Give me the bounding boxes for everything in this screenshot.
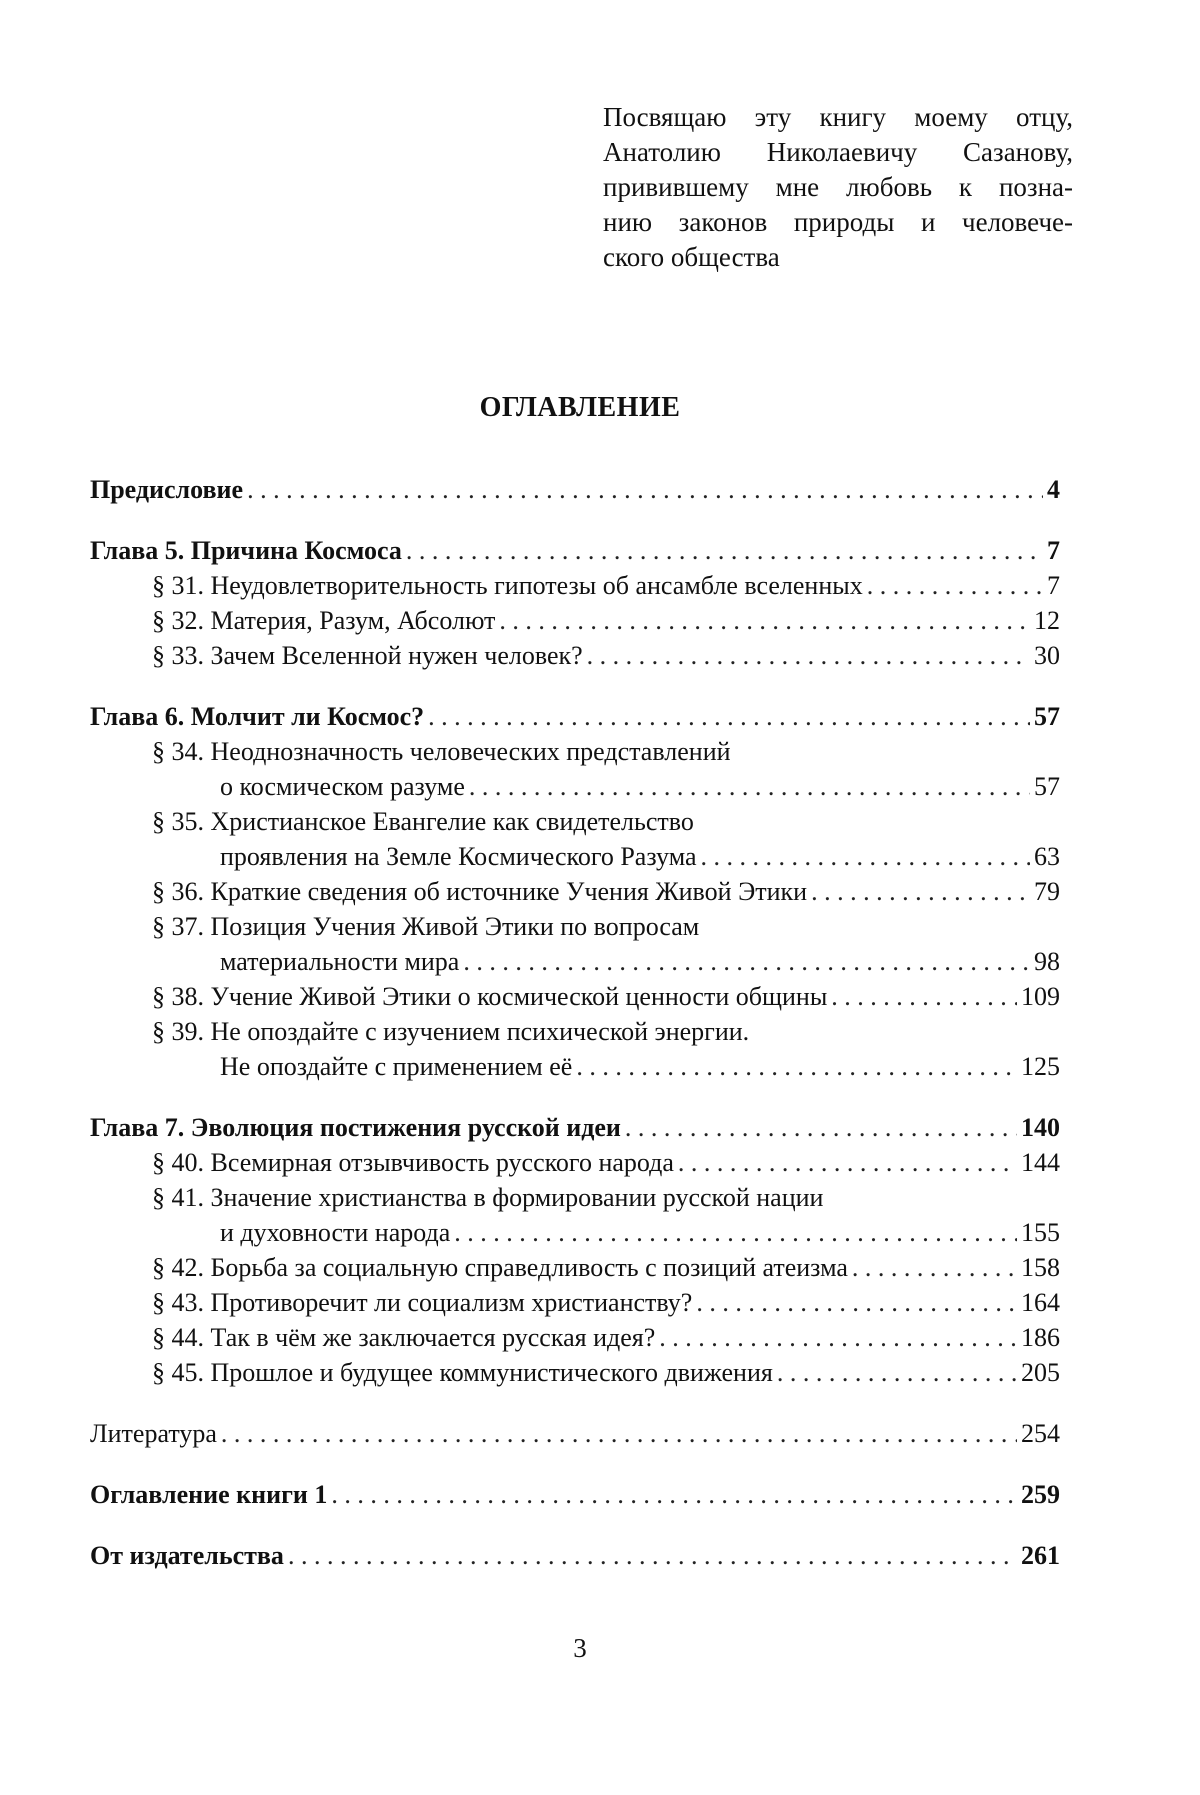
toc-leader-dots <box>499 603 1030 638</box>
toc-group-book1-contents <box>90 1477 1060 1512</box>
toc-entry-label: Глава 5. Причина Космоса <box>90 536 402 565</box>
toc-entry-page: 63 <box>1034 842 1060 871</box>
toc-entry-label: о космическом разуме <box>220 772 465 801</box>
toc-entry-page: 261 <box>1021 1541 1060 1570</box>
toc-entry-page: 186 <box>1021 1323 1060 1352</box>
dedication-line: Анатолию Николаевичу Сазанову, <box>603 137 1073 167</box>
toc-leader-dots <box>811 874 1030 909</box>
dedication-line: нию законов природы и человече- <box>603 207 1073 237</box>
toc-leader-dots <box>659 1320 1017 1355</box>
toc-leader-dots <box>587 638 1030 673</box>
toc-group-chapter-7 <box>90 1110 1060 1390</box>
toc-group-chapter-6 <box>90 699 1060 1084</box>
toc-entry-label: § 31. Неудовлетворительность гипотезы об ансамбле вселенных <box>152 571 863 600</box>
toc-entry-section-35-line1: § 35. Христианское Евангелие как свидетельство <box>152 807 694 836</box>
toc-entry-label: § 45. Прошлое и будущее коммунистического движения <box>152 1358 773 1387</box>
toc-title: ОГЛАВЛЕНИЕ <box>479 392 681 423</box>
toc-entry-section-42 <box>90 1250 1060 1285</box>
toc-entry-chapter-5 <box>90 533 1060 568</box>
toc-entry-label: Глава 7. Эволюция постижения русской идеи <box>90 1113 621 1142</box>
toc-entry-section-39-line1: § 39. Не опоздайте с изучением психической энергии. <box>152 1017 750 1046</box>
toc-entry-section-33 <box>90 638 1060 673</box>
toc-entry-label: Оглавление книги 1 <box>90 1480 328 1509</box>
toc-entry-label: От издательства <box>90 1541 284 1570</box>
toc-entry-label: § 43. Противоречит ли социализм христианству? <box>152 1288 693 1317</box>
toc-leader-dots <box>696 1285 1017 1320</box>
toc-entry-label: § 44. Так в чём же заключается русская идея? <box>152 1323 656 1352</box>
toc-leader-dots <box>867 568 1043 603</box>
toc-entry-label: § 33. Зачем Вселенной нужен человек? <box>152 641 583 670</box>
toc-entry-section-40 <box>90 1145 1060 1180</box>
toc-entry-page: 30 <box>1034 641 1060 670</box>
toc-entry-page: 158 <box>1021 1253 1060 1282</box>
toc-leader-dots <box>469 769 1030 804</box>
toc-entry-page: 109 <box>1021 982 1060 1011</box>
toc-leader-dots <box>406 533 1043 568</box>
toc-entry-label: Не опоздайте с применением её <box>220 1052 573 1081</box>
toc-entry-section-45 <box>90 1355 1060 1390</box>
toc-entry-chapter-6 <box>90 699 1060 734</box>
toc-entry-page: 144 <box>1021 1148 1060 1177</box>
toc-entry-section-44 <box>90 1320 1060 1355</box>
toc-entry-label: материальности мира <box>220 947 460 976</box>
toc-entry-section-31 <box>90 568 1060 603</box>
page-number: 3 <box>573 1633 587 1663</box>
toc-leader-dots <box>331 1477 1017 1512</box>
toc-entry-label: § 42. Борьба за социальную справедливость с позиций атеизма <box>152 1253 848 1282</box>
toc-entry-section-36 <box>90 874 1060 909</box>
toc-entry-section-38 <box>90 979 1060 1014</box>
dedication-line: Посвящаю эту книгу моему отцу, <box>603 102 1073 132</box>
toc-entry-page: 4 <box>1047 475 1060 504</box>
toc-entry-page: 205 <box>1021 1358 1060 1387</box>
toc-entry-book1-contents <box>90 1477 1060 1512</box>
toc-entry-label: § 36. Краткие сведения об источнике Учения Живой Этики <box>152 877 808 906</box>
toc-entry-page: 57 <box>1034 772 1060 801</box>
toc-entry-page: 57 <box>1034 702 1060 731</box>
toc-entry-label: Предисловие <box>90 475 244 504</box>
dedication-line: ского общества <box>603 242 780 272</box>
toc-leader-dots <box>852 1250 1017 1285</box>
toc-entry-chapter-7 <box>90 1110 1060 1145</box>
toc-entry-page: 254 <box>1021 1419 1060 1448</box>
toc-entry-section-43 <box>90 1285 1060 1320</box>
toc-entry-label: Литература <box>90 1419 217 1448</box>
toc-entry-section-37-line1: § 37. Позиция Учения Живой Этики по вопросам <box>152 912 700 941</box>
toc-entry-page: 98 <box>1034 947 1060 976</box>
toc-entry-page: 7 <box>1047 536 1060 565</box>
toc-group-from-publisher <box>90 1538 1060 1573</box>
toc-leader-dots <box>678 1145 1017 1180</box>
toc-entry-from-publisher <box>90 1538 1060 1573</box>
toc-entry-page: 79 <box>1034 877 1060 906</box>
toc-entry-page: 7 <box>1047 571 1060 600</box>
toc-leader-dots <box>428 699 1030 734</box>
toc-entry-section-39 <box>90 1049 1060 1084</box>
toc-entry-section-41 <box>90 1215 1060 1250</box>
toc-entry-label: и духовности народа <box>220 1218 451 1247</box>
toc-entry-page: 140 <box>1021 1113 1060 1142</box>
toc-group-literature <box>90 1416 1060 1451</box>
toc-leader-dots <box>576 1049 1017 1084</box>
toc-entry-section-37 <box>90 944 1060 979</box>
toc-leader-dots <box>463 944 1030 979</box>
dedication-line: привившему мне любовь к позна- <box>603 172 1073 202</box>
toc-entry-section-34 <box>90 769 1060 804</box>
toc-leader-dots <box>777 1355 1017 1390</box>
toc-entry-literature <box>90 1416 1060 1451</box>
toc-entry-section-32 <box>90 603 1060 638</box>
toc-entry-page: 259 <box>1021 1480 1060 1509</box>
toc-group-preface <box>90 472 1060 507</box>
table-of-contents <box>90 472 1060 1599</box>
toc-entry-label: § 38. Учение Живой Этики о космической ценности общины <box>152 982 828 1011</box>
toc-leader-dots <box>701 839 1030 874</box>
toc-leader-dots <box>221 1416 1017 1451</box>
toc-entry-section-34-line1: § 34. Неоднозначность человеческих представлений <box>152 737 731 766</box>
toc-group-chapter-5 <box>90 533 1060 673</box>
toc-leader-dots <box>247 472 1043 507</box>
toc-entry-section-35 <box>90 839 1060 874</box>
toc-entry-label: § 40. Всемирная отзывчивость русского народа <box>152 1148 674 1177</box>
toc-leader-dots <box>288 1538 1017 1573</box>
toc-entry-label: Глава 6. Молчит ли Космос? <box>90 702 425 731</box>
toc-entry-page: 12 <box>1034 606 1060 635</box>
toc-entry-label: § 32. Материя, Разум, Абсолют <box>152 606 496 635</box>
toc-leader-dots <box>831 979 1017 1014</box>
toc-entry-page: 155 <box>1021 1218 1060 1247</box>
toc-entry-page: 164 <box>1021 1288 1060 1317</box>
toc-entry-label: проявления на Земле Космического Разума <box>220 842 697 871</box>
toc-entry-section-41-line1: § 41. Значение христианства в формировании русской нации <box>152 1183 824 1212</box>
toc-entry-page: 125 <box>1021 1052 1060 1081</box>
toc-leader-dots <box>454 1215 1017 1250</box>
toc-entry-preface <box>90 472 1060 507</box>
dedication <box>603 100 1073 275</box>
toc-leader-dots <box>625 1110 1017 1145</box>
